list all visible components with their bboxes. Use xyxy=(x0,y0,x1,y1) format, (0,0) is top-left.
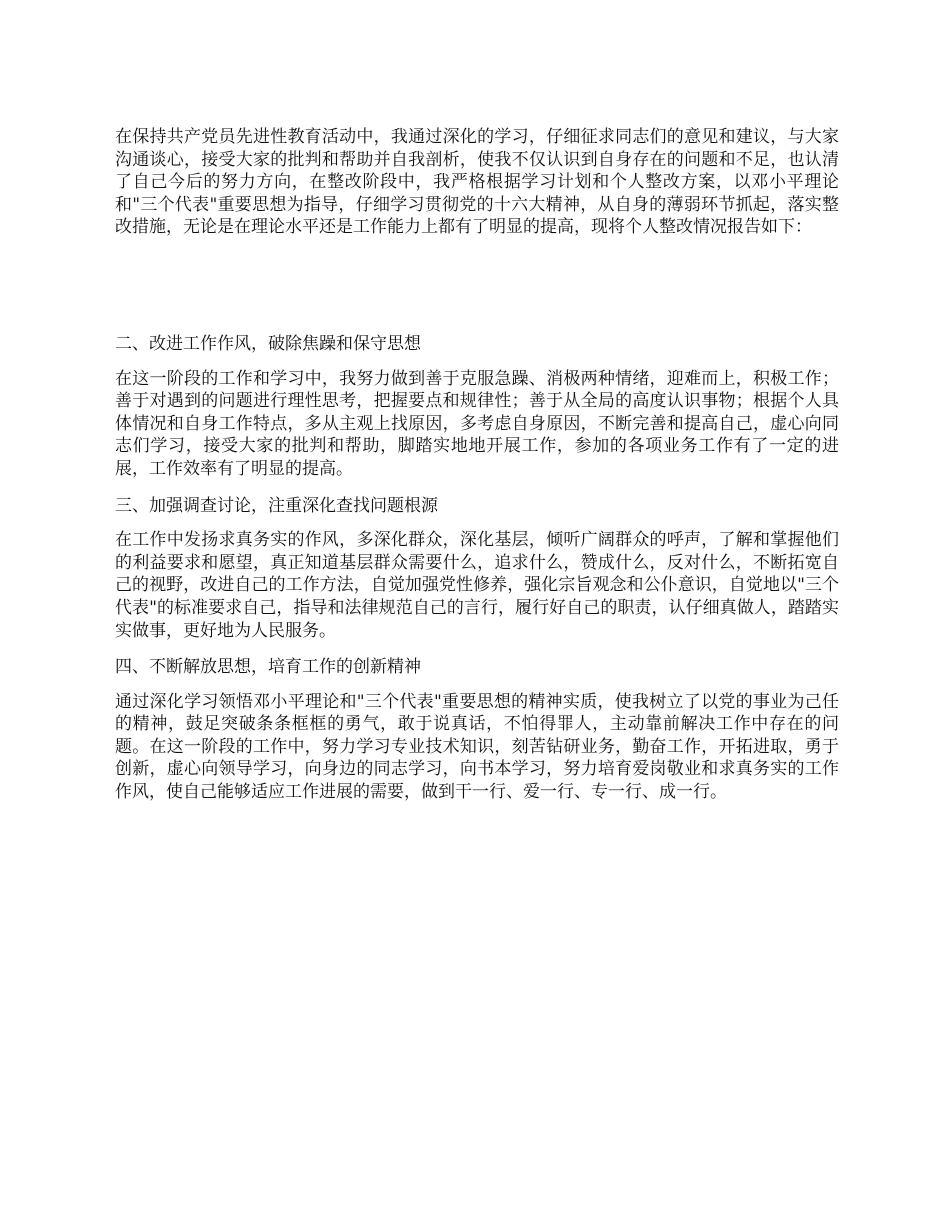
intro-paragraph: 在保持共产党员先进性教育活动中，我通过深化的学习，仔细征求同志们的意见和建议，与大家沟通谈心，接受大家的批判和帮助并自我剖析，使我不仅认识到自身存在的问题和不足，也认清了自己今后的努力方向，在整改阶段中，我严格根据学习计划和个人整改方案，以邓小平理论和"三个代表"重要思想为指导，仔细学习贯彻党的十六大精神，从自身的薄弱环节抓起，落实整改措施，无论是在理论水平还是工作能力上都有了明显的提高，现将个人整改情况报告如下： xyxy=(115,127,839,238)
section-heading: 四、不断解放思想，培育工作的创新精神 xyxy=(115,657,421,678)
document-body xyxy=(115,126,839,804)
section-heading: 二、改进工作作风，破除焦躁和保守思想 xyxy=(115,333,421,354)
section-heading: 三、加强调查讨论，注重深化查找问题根源 xyxy=(115,495,438,516)
section-paragraph: 在工作中发扬求真务实的作风，多深化群众，深化基层，倾听广阔群众的呼声，了解和掌握他们的利益要求和愿望，真正知道基层群众需要什么，追求什么，赞成什么，反对什么，不断拓宽自己的视野，改进自己的工作方法，自觉加强党性修养，强化宗旨观念和公仆意识，自觉地以"三个代表"的标准要求自己，指导和法律规范自己的言行，履行好自己的职责，认仔细真做人，踏踏实实做事，更好地为人民服务。 xyxy=(115,530,839,641)
section-paragraph: 通过深化学习领悟邓小平理论和"三个代表"重要思想的精神实质，使我树立了以党的事业为己任的精神，鼓足突破条条框框的勇气，敢于说真话，不怕得罪人，主动靠前解决工作中存在的问题。在这一阶段的工作中，努力学习专业技术知识，刻苦钻研业务，勤奋工作，开拓进取，勇于创新，虚心向领导学习，向身边的同志学习，向书本学习，努力培育爱岗敬业和求真务实的工作作风，使自己能够适应工作进展的需要，做到干一行、爱一行、专一行、成一行。 xyxy=(115,691,839,803)
section-paragraph: 在这一阶段的工作和学习中，我努力做到善于克服急躁、消极两种情绪，迎难而上，积极工作；善于对遇到的问题进行理性思考，把握要点和规律性；善于从全局的高度认识事物；根据个人具体情况和自身工作特点，多从主观上找原因，多考虑自身原因，不断完善和提高自己，虚心向同志们学习，接受大家的批判和帮助，脚踏实地地开展工作，参加的各项业务工作有了一定的进展，工作效率有了明显的提高。 xyxy=(115,368,839,479)
